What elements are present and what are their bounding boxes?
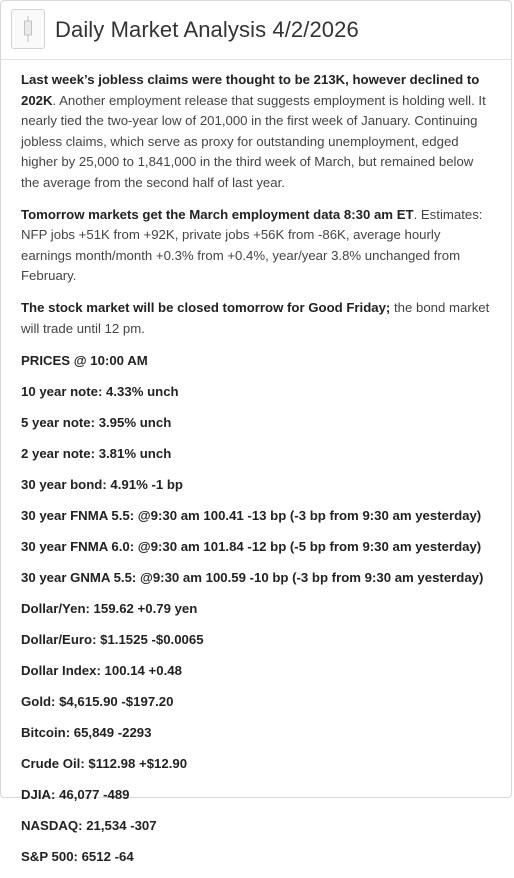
price-row: 30 year GNMA 5.5: @9:30 am 100.59 -10 bp (-3 bp from 9:30 am yesterday) — [21, 569, 484, 585]
price-row: Dollar/Euro: $1.1525 -$0.0065 — [21, 631, 204, 647]
candlestick-chart-icon — [11, 9, 45, 49]
paragraph-jobless-claims — [21, 70, 491, 193]
card-header — [1, 1, 511, 60]
price-row: 30 year FNMA 5.5: @9:30 am 100.41 -13 bp (-3 bp from 9:30 am yesterday) — [21, 507, 482, 523]
paragraph-lead: Tomorrow markets get the March employment data 8:30 am ET — [21, 206, 414, 222]
price-row: Bitcoin: 65,849 -2293 — [21, 724, 152, 740]
paragraph-market-closure — [21, 298, 491, 339]
price-row: 5 year note: 3.95% unch — [21, 414, 172, 430]
price-row: 2 year note: 3.81% unch — [21, 445, 172, 461]
price-row: Gold: $4,615.90 -$197.20 — [21, 693, 174, 709]
price-row: 30 year FNMA 6.0: @9:30 am 101.84 -12 bp (-5 bp from 9:30 am yesterday) — [21, 538, 482, 554]
price-row: S&P 500: 6512 -64 — [21, 848, 134, 864]
paragraph-lead: Last week’s jobless claims were thought to be 213K, however declined to 202K — [21, 72, 480, 108]
price-row: 10 year note: 4.33% unch — [21, 383, 179, 399]
price-row: NASDAQ: 21,534 -307 — [21, 817, 157, 833]
paragraph-employment-data — [21, 205, 491, 287]
page-title: Daily Market Analysis 4/2/2026 — [55, 17, 359, 42]
article-body — [1, 60, 511, 878]
paragraph-lead: The stock market will be closed tomorrow for Good Friday; — [21, 300, 391, 315]
prices-heading: PRICES @ 10:00 AM — [21, 352, 148, 368]
price-row: Dollar/Yen: 159.62 +0.79 yen — [21, 600, 198, 616]
price-row: Dollar Index: 100.14 +0.48 — [21, 662, 182, 678]
paragraph-text: . Estimates: NFP jobs +51K from +92K, private jobs +56K from -86K, average hourly earnings month/month +0.3% from +0.4%, year/year 3.8% unchanged from February. — [21, 206, 483, 283]
price-row: 30 year bond: 4.91% -1 bp — [21, 476, 183, 492]
price-row: DJIA: 46,077 -489 — [21, 786, 130, 802]
paragraph-text: the bond market will trade until 12 pm. — [21, 300, 490, 336]
paragraph-text: . Another employment release that suggests employment is holding well. It nearly tied the two-year low of 201,000 in the first week of January. Continuing jobless claims, which serve as proxy for outstanding unemployment, edged higher by 25,000 to 1,841,000 in the third week of March, but remained below the average from the second half of last year. — [21, 92, 486, 190]
price-row: Crude Oil: $112.98 +$12.90 — [21, 755, 188, 771]
